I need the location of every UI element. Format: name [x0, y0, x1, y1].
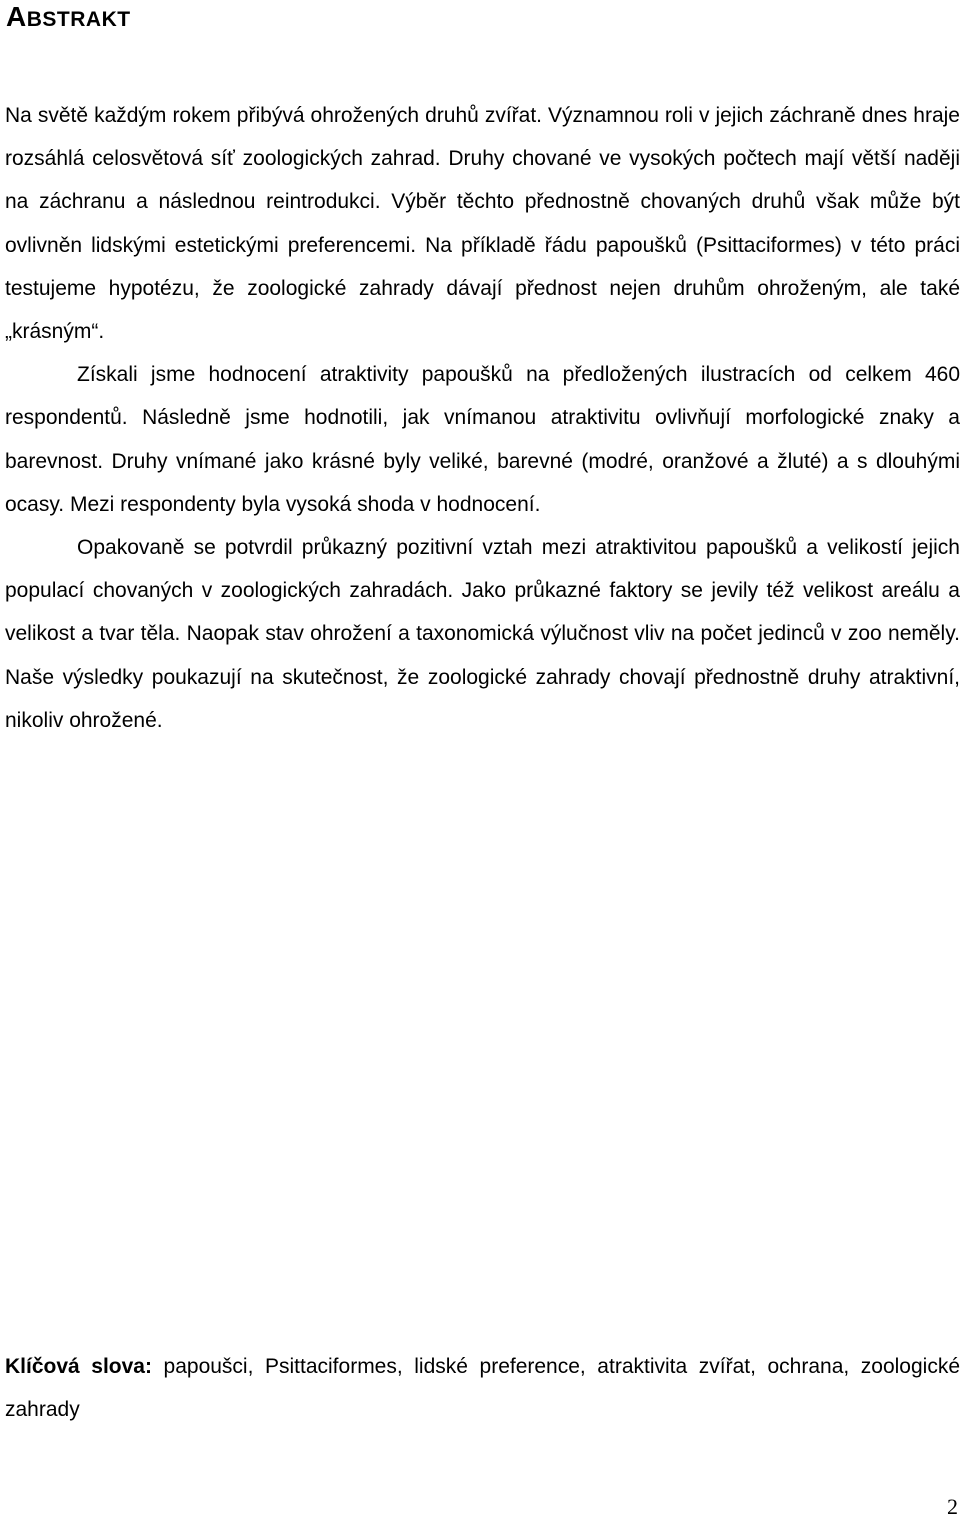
keywords-text: papoušci, Psittaciformes, lidské preference, atraktivita zvířat, ochrana, zoologické zahrady [5, 1355, 960, 1422]
abstract-paragraph-3: Opakovaně se potvrdil průkazný pozitivní vztah mezi atraktivitou papoušků a velikostí jejich populací chovaných v zoologických zahradách. Jako průkazné faktory se jevily též velikost areálu a velikost a tvar těla. Naopak stav ohrožení a taxonomická výlučnost vliv na počet jedinců v zoo neměly. Naše výsledky poukazují na skutečnost, že zoologické zahrady chovají přednostně druhy atraktivní, nikoliv ohrožené. [5, 536, 960, 732]
heading-rest: BSTRAKT [26, 8, 131, 31]
keywords [5, 1345, 960, 1431]
abstract-paragraph-1: Na světě každým rokem přibývá ohrožených druhů zvířat. Významnou roli v jejich záchraně dnes hraje rozsáhlá celosvětová síť zoologických zahrad. Druhy chované ve vysokých počtech mají větší naději na záchranu a následnou reintrodukci. Výběr těchto přednostně chovaných druhů však může být ovlivněn lidskými estetickými preferencemi. Na příkladě řádu papoušků (Psittaciformes) v této práci testujeme hypotézu, že zoologické zahrady dávají přednost nejen druhům ohroženým, ale také „krásným“. [5, 104, 960, 344]
abstract-paragraph-2: Získali jsme hodnocení atraktivity papoušků na předložených ilustracích od celkem 460 respondentů. Následně jsme hodnotili, jak vnímanou atraktivitu ovlivňují morfologické znaky a barevnost. Druhy vnímané jako krásné byly veliké, barevné (modré, oranžové a žluté) a s dlouhými ocasy. Mezi respondenty byla vysoká shoda v hodnocení. [5, 363, 960, 516]
abstract-body [5, 94, 960, 742]
page-number: 2 [947, 1494, 958, 1519]
heading-initial: A [6, 1, 27, 32]
keywords-label: Klíčová slova: [5, 1355, 152, 1378]
abstract-heading [6, 0, 131, 37]
